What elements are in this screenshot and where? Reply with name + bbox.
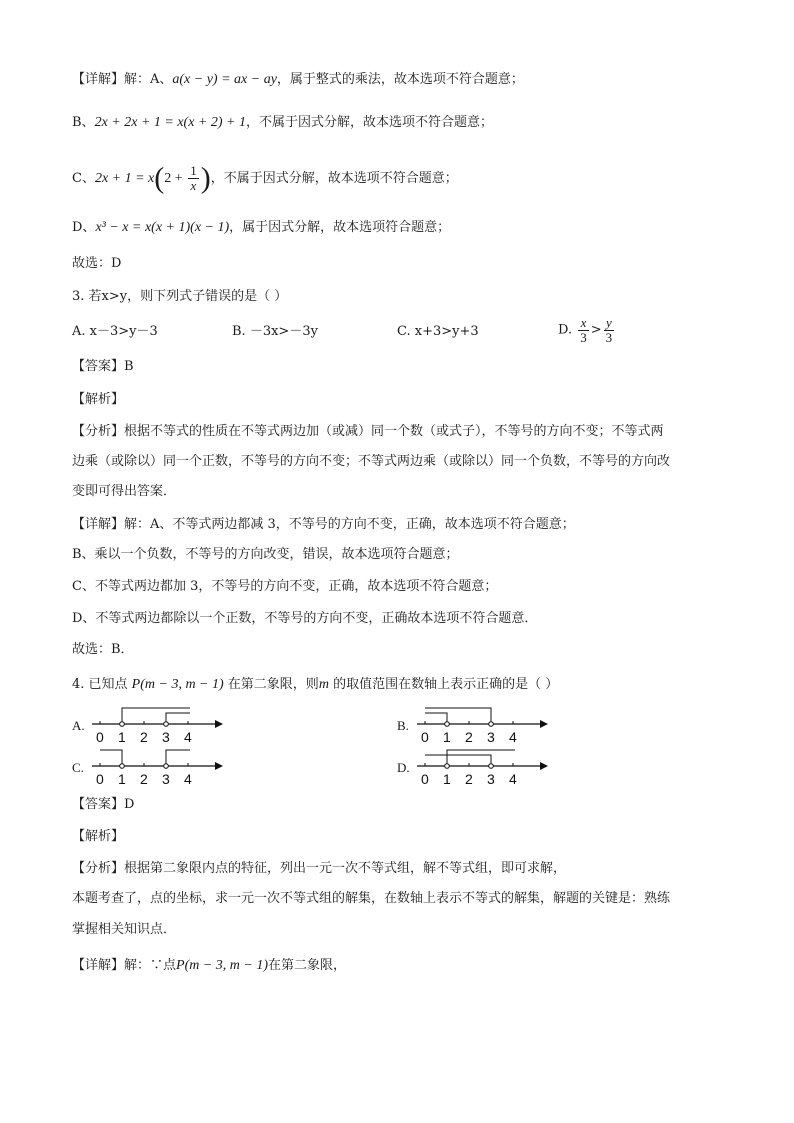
- left-paren: (: [154, 161, 165, 195]
- q2-detail-a-text: ，属于整式的乘法，故本选项不符合题意；: [276, 72, 524, 87]
- q4-analysis-line-2: 本题考查了，点的坐标，求一元一次不等式组的解集，在数轴上表示不等式的解集，解题的关键是：熟练: [72, 891, 671, 906]
- q2-detail-d-math: x³ − x = x(x + 1)(x − 1): [95, 220, 230, 235]
- tick-label-0: 0: [421, 729, 429, 745]
- q2-detail-b-prefix: B、: [72, 115, 95, 130]
- fraction-denominator: 3: [605, 330, 613, 345]
- q3-choice: 故选：B．: [72, 642, 134, 657]
- tick-label-3: 3: [162, 729, 170, 745]
- tick-label-2: 2: [140, 771, 148, 787]
- q4-detail: [72, 956, 346, 976]
- tick-label-2: 2: [465, 729, 473, 745]
- q4-detail-point: P(m − 3, m − 1): [176, 958, 269, 973]
- q2-detail-b-text: ，不属于因式分解，故本选项不符合题意；: [245, 115, 493, 130]
- number-line-a: [90, 700, 225, 745]
- q4-stem: [72, 675, 558, 695]
- q2-detail-d: [72, 218, 450, 238]
- q4-option-c-label: C.: [72, 760, 84, 775]
- q2-detail-d-text: ，属于因式分解，故本选项符合题意；: [229, 220, 451, 235]
- q4-analysis-line-1: 【分析】根据第二象限内点的特征，列出一元一次不等式组，解不等式组，即可求解，: [72, 861, 567, 876]
- tick-label-1: 1: [118, 771, 126, 787]
- fraction-numerator: 1: [190, 163, 197, 178]
- fraction-denominator: x: [190, 178, 197, 193]
- tick-label-3: 3: [162, 771, 170, 787]
- tick-label-0: 0: [421, 771, 429, 787]
- fraction-numerator: x: [578, 316, 589, 331]
- tick-label-2: 2: [140, 729, 148, 745]
- tick-label-3: 3: [487, 729, 495, 745]
- q3-option-b: B. －3x>－3y: [232, 324, 318, 339]
- q3-analysis-line-3: 变即可得出答案．: [72, 484, 177, 499]
- q3-option-d: [558, 316, 616, 345]
- q2-detail-a-prefix: 【详解】解：A、: [72, 72, 173, 87]
- tick-label-1: 1: [443, 771, 451, 787]
- q2-detail-c-text: ，不属于因式分解，故本选项不符合题意；: [210, 171, 458, 186]
- q3-analysis-line-2: 边乘（或除以）同一个正数，不等号的方向不变；不等式两边乘（或除以）同一个负数，不等号的方向改: [72, 454, 671, 469]
- q3-analysis-heading: 【解析】: [72, 392, 125, 407]
- q4-detail-prefix: 【详解】解：∵点: [72, 958, 177, 973]
- tick-label-4: 4: [184, 771, 192, 787]
- q4-detail-suffix: 在第二象限，: [268, 958, 347, 973]
- number-line-d: [415, 742, 550, 787]
- q2-detail-c: [72, 161, 458, 195]
- number-line-c: [90, 742, 225, 787]
- q3-analysis-line-1: 【分析】根据不等式的性质在不等式两边加（或减）同一个数（或式子），不等号的方向不变；不等式两: [72, 424, 664, 439]
- q4-option-a-label: A.: [72, 718, 85, 733]
- fraction-denominator: 3: [580, 330, 587, 345]
- q4-option-d-number-line: [415, 742, 550, 791]
- fraction-y-over-3: [604, 316, 615, 345]
- q3-detail-b: B、乘以一个负数，不等号的方向改变，错误，故本选项符合题意；: [72, 547, 459, 562]
- q3-detail-a: 【详解】解：A、不等式两边都减 3，不等号的方向不变，正确，故本选项不符合题意；: [72, 517, 575, 532]
- q3-detail-d: D、不等式两边都除以一个正数，不等号的方向不变，正确故本选项不符合题意．: [72, 611, 538, 626]
- tick-label-3: 3: [487, 771, 495, 787]
- q4-option-b-label: B.: [397, 718, 409, 733]
- q2-detail-c-fraction: [188, 164, 199, 193]
- q4-option-c-number-line: [90, 742, 225, 791]
- q4-stem-point: P(m − 3, m − 1): [131, 677, 224, 692]
- q3-option-c: C. x+3>y+3: [397, 324, 479, 339]
- number-line-b: [415, 700, 550, 745]
- q2-detail-b-math: 2x + 2x + 1 = x(x + 2) + 1: [94, 115, 246, 130]
- tick-label-1: 1: [443, 729, 451, 745]
- q2-detail-a-math: a(x − y) = ax − ay: [172, 72, 277, 87]
- tick-label-4: 4: [509, 729, 517, 745]
- q2-choice: 故选：D: [72, 256, 122, 271]
- q4-analysis-line-3: 掌握相关知识点．: [72, 922, 177, 937]
- q2-detail-c-whole: 2 +: [164, 171, 187, 186]
- tick-label-0: 0: [96, 771, 104, 787]
- fraction-x-over-3: [578, 316, 589, 345]
- q3-answer: 【答案】B: [72, 359, 134, 374]
- q4-option-d-label: D.: [397, 760, 410, 775]
- q3-detail-c: C、不等式两边都加 3，不等号的方向不变，正确，故本选项不符合题意；: [72, 579, 498, 594]
- q4-stem-suffix: 的取值范围在数轴上表示正确的是（ ）: [328, 677, 559, 692]
- q3-option-d-label: D.: [558, 322, 573, 338]
- tick-label-4: 4: [184, 729, 192, 745]
- right-paren: ): [200, 161, 211, 195]
- q2-detail-d-prefix: D、: [72, 220, 96, 235]
- greater-than-sign: >: [590, 322, 602, 338]
- q4-stem-prefix: 4. 已知点: [72, 677, 132, 692]
- q2-detail-a: [72, 70, 524, 90]
- tick-label-1: 1: [118, 729, 126, 745]
- q2-detail-b: [72, 113, 493, 133]
- q4-stem-middle: 在第二象限，则: [223, 677, 319, 692]
- q3-stem: 3. 若x>y，则下列式子错误的是（ ）: [72, 289, 288, 304]
- q4-answer: 【答案】D: [72, 797, 135, 812]
- tick-label-2: 2: [465, 771, 473, 787]
- fraction-numerator: y: [604, 316, 615, 331]
- q2-detail-c-math: 2x + 1 = x: [94, 171, 155, 186]
- q4-analysis-heading: 【解析】: [72, 829, 125, 844]
- q4-stem-variable: m: [318, 677, 329, 692]
- tick-label-4: 4: [509, 771, 517, 787]
- tick-label-0: 0: [96, 729, 104, 745]
- q2-detail-c-prefix: C、: [72, 171, 95, 186]
- q3-option-a: A. x－3>y－3: [72, 324, 158, 339]
